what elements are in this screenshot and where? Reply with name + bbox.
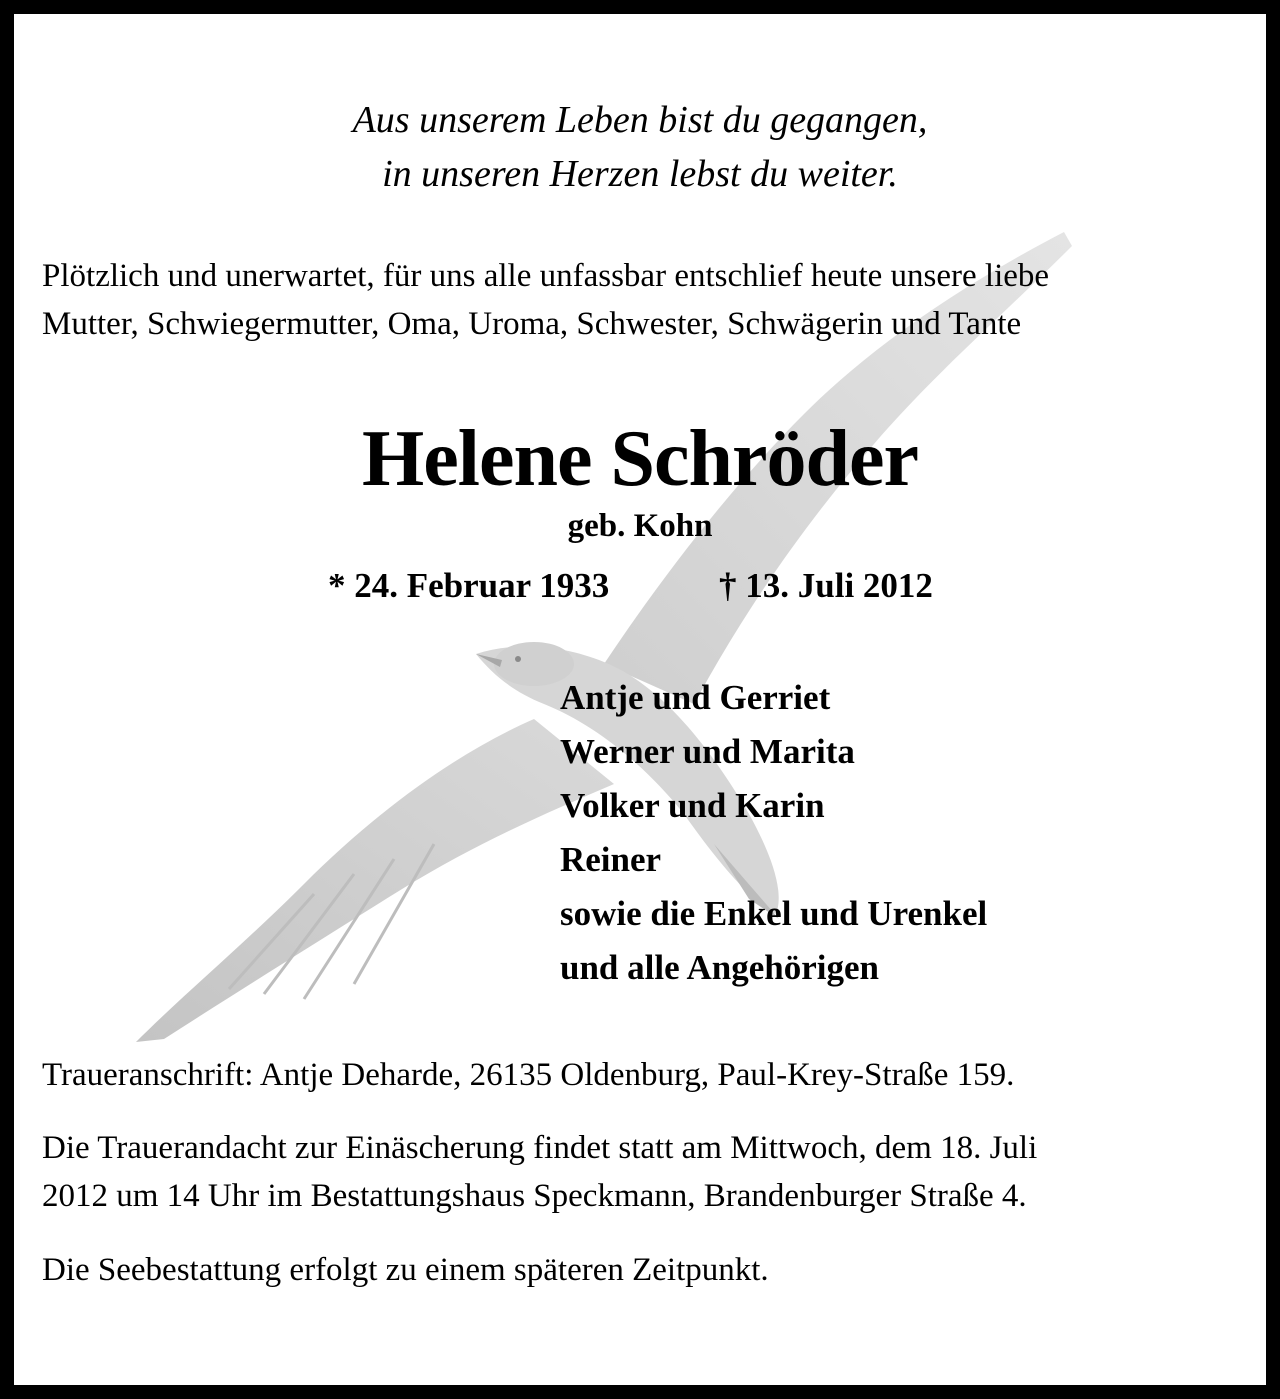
obituary-card: [14, 14, 1266, 1385]
service-line-2: 2012 um 14 Uhr im Bestattungshaus Speckmann, Brandenburger Straße 4.: [42, 1178, 1027, 1214]
mourner-line-6: und alle Angehörigen: [560, 948, 879, 987]
motto-line-2: in unseren Herzen lebst du weiter.: [382, 153, 898, 195]
birth-date: * 24. Februar 1933: [328, 566, 610, 605]
mourner-line-5: sowie die Enkel und Urenkel: [560, 894, 988, 933]
mourner-line-3: Volker und Karin: [560, 786, 825, 825]
mourner-line-2: Werner und Marita: [560, 732, 855, 771]
intro-line-2: Mutter, Schwiegermutter, Oma, Uroma, Schwester, Schwägerin und Tante: [42, 306, 1022, 342]
deceased-name: Helene Schröder: [362, 415, 918, 503]
birth-name: geb. Kohn: [567, 508, 713, 544]
intro-line-1: Plötzlich und unerwartet, für uns alle unfassbar entschlief heute unsere liebe: [42, 258, 1050, 294]
mourner-line-4: Reiner: [560, 840, 662, 879]
service-line-1: Die Trauerandacht zur Einäscherung findet statt am Mittwoch, dem 18. Juli: [42, 1130, 1038, 1166]
mourning-address: Traueranschrift: Antje Deharde, 26135 Oldenburg, Paul-Krey-Straße 159.: [42, 1057, 1015, 1093]
motto-line-1: Aus unserem Leben bist du gegangen,: [352, 99, 928, 141]
mourner-line-1: Antje und Gerriet: [560, 678, 831, 717]
death-date: † 13. Juli 2012: [719, 566, 933, 605]
sea-burial-note: Die Seebestattung erfolgt zu einem späteren Zeitpunkt.: [42, 1252, 769, 1288]
